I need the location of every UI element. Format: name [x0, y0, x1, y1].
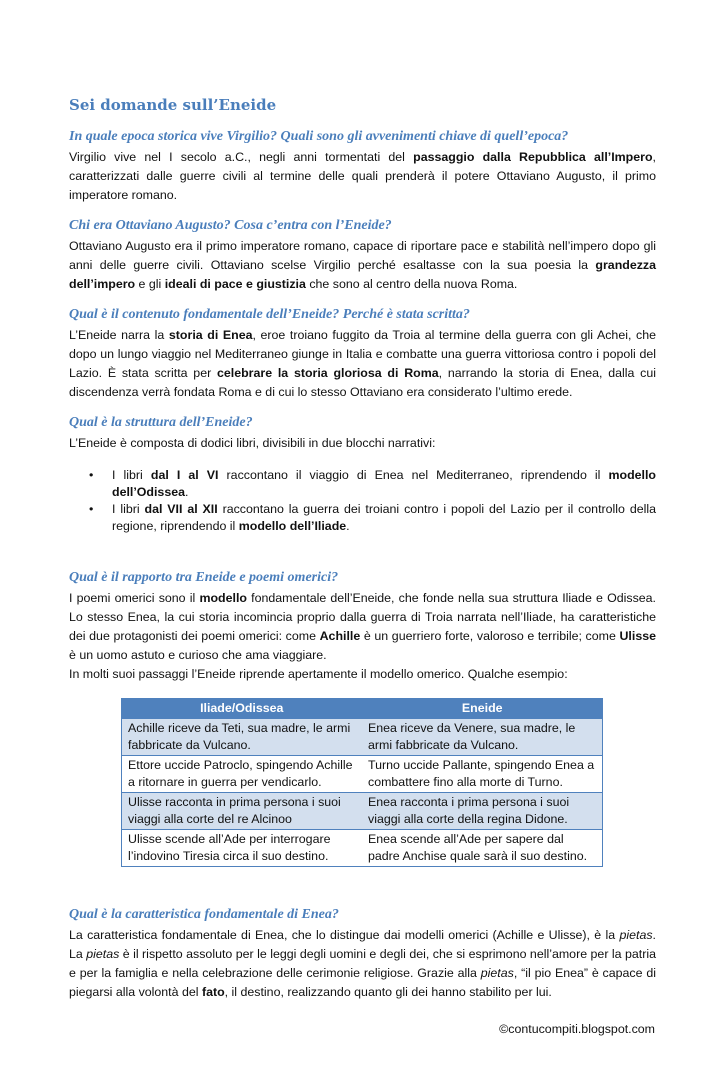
table-cell: Ulisse racconta in prima persona i suoi viaggi alla corte del re Alcinoo — [122, 793, 363, 830]
bold-text: Ulisse — [619, 629, 656, 643]
table-header-row — [122, 699, 603, 719]
table-cell: Ulisse scende all’Ade per interrogare l’indovino Tiresia circa il suo destino. — [122, 830, 363, 867]
text-run: , il destino, realizzando quanto gli dei hanno stabilito per lui. — [224, 985, 552, 999]
bold-text: passaggio dalla Repubblica all’Impero — [413, 150, 653, 164]
question-heading: Qual è il rapporto tra Eneide e poemi omerici? — [69, 570, 339, 585]
text-run: L’Eneide è composta di dodici libri, divisibili in due blocchi narrativi: — [69, 436, 436, 450]
bold-text: celebrare la storia gloriosa di Roma — [216, 366, 439, 380]
text-run: Ottaviano Augusto era il primo imperatore romano, capace di riportare pace e stabilità nell’impero dopo gli anni delle guerre civili. Ottaviano scelse Virgilio perché esaltasse con la sua poesia la — [69, 239, 656, 272]
table-cell: Enea scende all’Ade per sapere dal padre Anchise quale sarà il suo destino. — [362, 830, 603, 867]
table-row — [122, 830, 603, 867]
bold-text: fato — [201, 985, 225, 999]
text-run: . La — [69, 928, 656, 961]
table-cell: Enea riceve da Venere, sua madre, le armi fabbricate da Vulcano. — [362, 719, 603, 756]
question-section — [69, 414, 656, 535]
document-content — [69, 96, 656, 1002]
text-run: I poemi omerici sono il — [69, 591, 200, 605]
bold-text: grandezza dell’impero — [69, 258, 656, 291]
italic-text: pietas — [619, 928, 653, 942]
table-cell: Achille riceve da Teti, sua madre, le armi fabbricate da Vulcano. — [122, 719, 363, 756]
text-run: In molti suoi passaggi l’Eneide riprende apertamente il modello omerico. Qualche esempio: — [69, 667, 568, 681]
question-heading: Qual è il contenuto fondamentale dell’Eneide? Perché è stata scritta? — [69, 307, 470, 322]
text-run: è un uomo astuto e curioso che ama viaggiare. — [69, 648, 327, 662]
text-run: . — [185, 485, 189, 499]
question-heading: In quale epoca storica vive Virgilio? Quali sono gli avvenimenti chiave di quell’epoca? — [69, 129, 569, 144]
text-run: che sono al centro della nuova Roma. — [305, 277, 518, 291]
text-run: I libri — [112, 502, 145, 516]
bold-text: storia di Enea — [168, 328, 253, 342]
table-row — [122, 793, 603, 830]
text-run: fondamentale dell’Eneide, che fonde nella sua struttura Iliade e Odissea. Lo stesso Enea, la cui storia incomincia proprio dalla guerra di Troia narrata nell’Iliade, ha caratteristiche dei due protagonisti dei poemi omerici: come — [69, 591, 656, 643]
text-run: La caratteristica fondamentale di Enea, che lo distingue dai modelli omerici (Achille e Ulisse), è la — [69, 928, 620, 942]
question-section — [69, 906, 656, 1002]
bold-text: modello dell’Odissea — [112, 468, 656, 499]
bold-text: modello dell’Iliade — [238, 519, 347, 533]
table-cell: Ettore uccide Patroclo, spingendo Achille a ritornare in guerra per vendicarlo. — [122, 756, 363, 793]
text-run: raccontano la guerra dei troiani contro i popoli del Lazio per il controllo della regione, riprendendo il — [112, 502, 656, 533]
bullet-list — [69, 467, 656, 535]
text-run: I libri — [112, 468, 151, 482]
column-header: Eneide — [362, 699, 603, 719]
answer-paragraph — [69, 237, 656, 294]
bold-text: Achille — [319, 629, 361, 643]
bold-text: modello — [199, 591, 247, 605]
text-run: è il rispetto assoluto per le leggi degli uomini e degli dei, che si esprimono nell’amore per la patria e per la famiglia e nella celebrazione delle cerimonie religiose. Grazie alla — [69, 947, 656, 980]
text-run: e gli — [135, 277, 165, 291]
question-heading: Qual è la caratteristica fondamentale di Enea? — [69, 907, 339, 922]
table-row — [122, 756, 603, 793]
text-run: Virgilio vive nel I secolo a.C., negli anni tormentati del — [69, 150, 414, 164]
italic-text: pietas — [86, 947, 120, 961]
bold-text: dal I al VI — [150, 468, 219, 482]
bullet-item — [112, 467, 656, 501]
question-section — [69, 569, 656, 867]
answer-paragraph — [69, 589, 656, 665]
answer-paragraph — [69, 665, 656, 684]
bold-text: ideali di pace e giustizia — [164, 277, 306, 291]
bullet-item — [112, 501, 656, 535]
question-heading: Chi era Ottaviano Augusto? Cosa c’entra con l’Eneide? — [69, 218, 392, 233]
answer-paragraph — [69, 434, 656, 453]
text-run: è un guerriero forte, valoroso e terribile; come — [360, 629, 620, 643]
question-section — [69, 128, 656, 205]
italic-text: pietas — [480, 966, 514, 980]
comparison-table — [121, 698, 603, 867]
answer-paragraph — [69, 326, 656, 402]
question-heading: Qual è la struttura dell’Eneide? — [69, 415, 253, 430]
column-header: Iliade/Odissea — [122, 699, 363, 719]
document-title: Sei domande sull’Eneide — [69, 96, 277, 114]
text-run: , eroe troiano fuggito da Troia al termine della guerra con gli Achei, che dopo un lungo viaggio nel Mediterraneo giunge in Italia e combatte una guerra vittoriosa contro i popoli del Lazio. È stata scritta per — [69, 328, 656, 380]
text-run: , caratterizzati dalle guerre civili al termine delle quali prenderà il potere Ottaviano Augusto, il primo imperatore romano. — [69, 150, 656, 202]
footer-credit: ©contucompiti.blogspot.com — [499, 1022, 655, 1036]
text-run: . — [346, 519, 350, 533]
table-cell: Enea racconta i prima persona i suoi viaggi alla corte della regina Didone. — [362, 793, 603, 830]
question-section — [69, 306, 656, 402]
text-run: raccontano il viaggio di Enea nel Mediterraneo, riprendendo il — [218, 468, 609, 482]
text-run: L’Eneide narra la — [69, 328, 169, 342]
text-run: , “il pio Enea” è capace di piegarsi alla volontà del — [69, 966, 656, 999]
text-run: , narrando la storia di Enea, dalla cui discendenza verrà fondata Roma e di cui lo stesso Ottaviano era considerato l’ultimo erede. — [69, 366, 657, 399]
table-cell: Turno uccide Pallante, spingendo Enea a combattere fino alla morte di Turno. — [362, 756, 603, 793]
answer-paragraph — [69, 148, 656, 205]
bold-text: dal VII al XII — [144, 502, 218, 516]
answer-paragraph — [69, 926, 656, 1002]
question-section — [69, 217, 656, 294]
table-row — [122, 719, 603, 756]
